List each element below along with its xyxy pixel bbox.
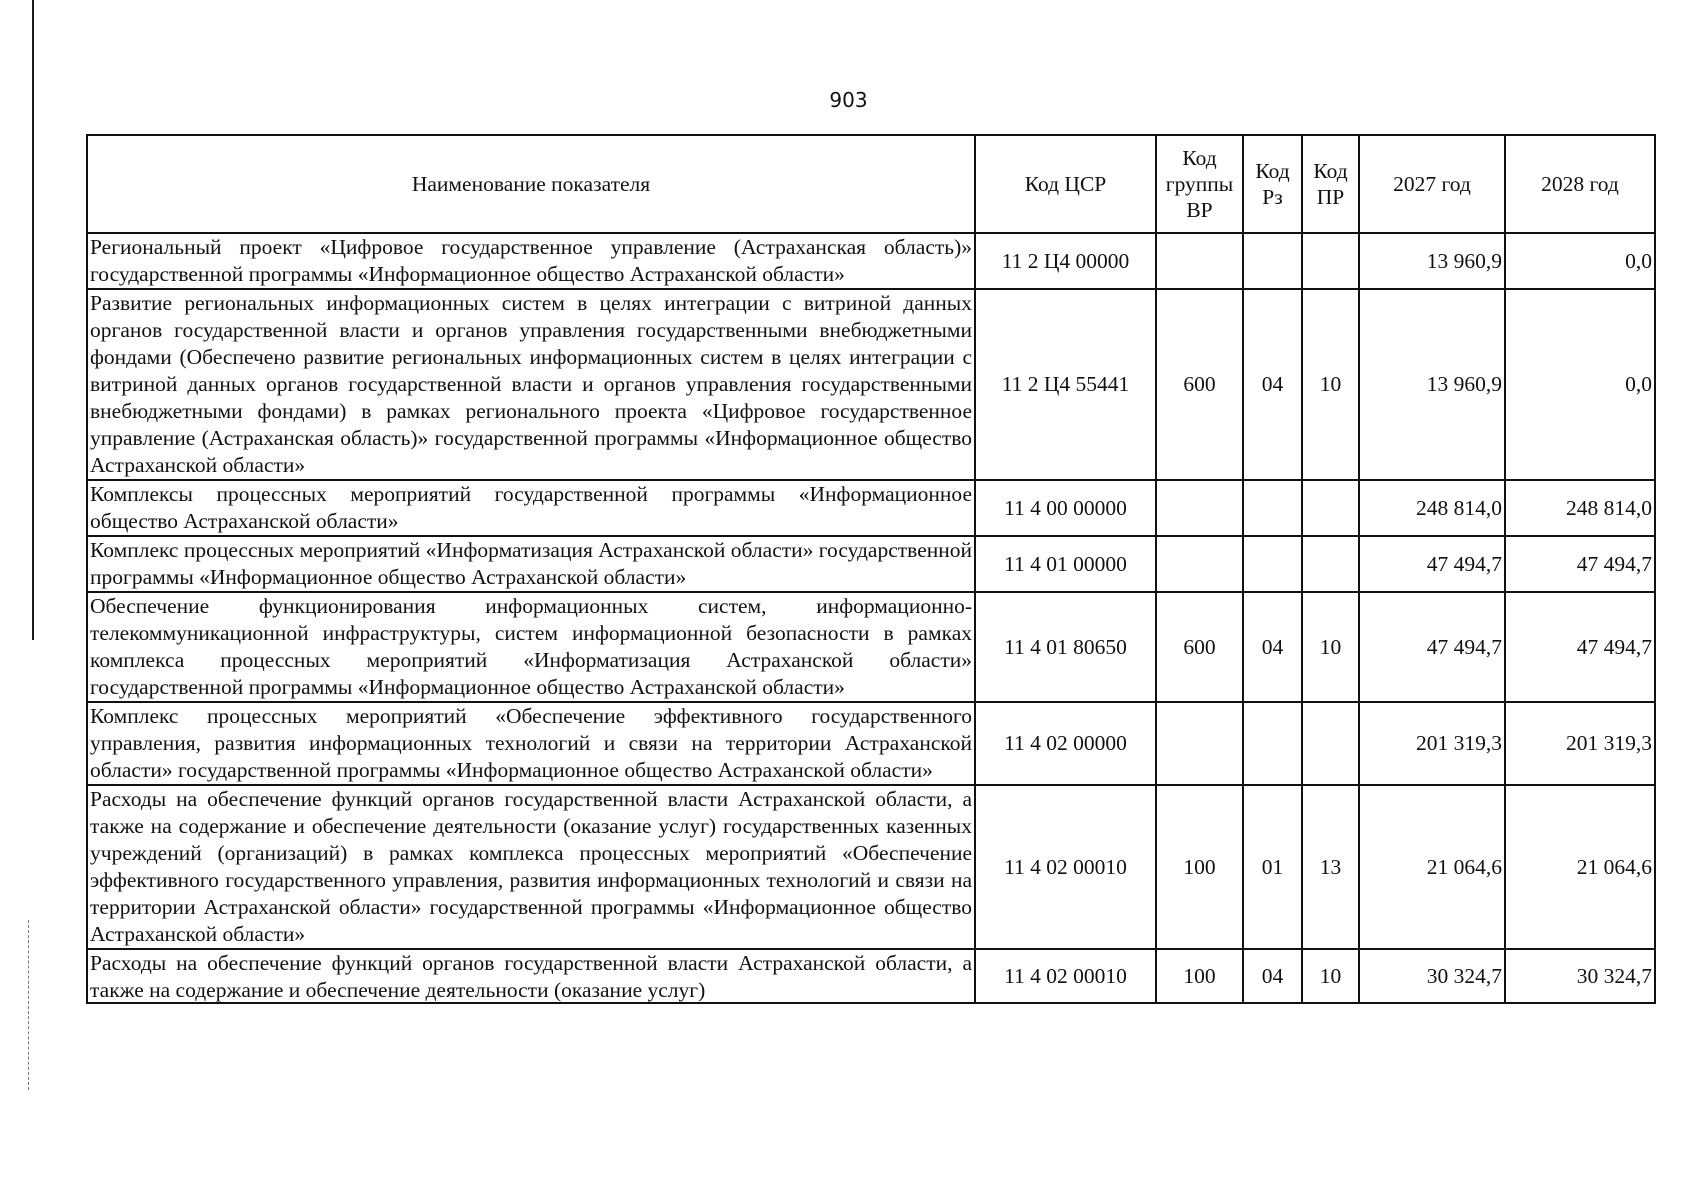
row-2028: 0,0 [1505, 233, 1655, 289]
row-pr [1302, 702, 1359, 785]
row-rz [1243, 233, 1302, 289]
row-pr: 10 [1302, 949, 1359, 1003]
row-2027: 47 494,7 [1359, 592, 1505, 702]
row-2027: 47 494,7 [1359, 536, 1505, 592]
header-2028: 2028 год [1505, 135, 1655, 233]
header-csr: Код ЦСР [975, 135, 1156, 233]
row-rz: 04 [1243, 592, 1302, 702]
row-2028: 0,0 [1505, 289, 1655, 480]
table-row [87, 949, 1655, 1003]
table-row [87, 289, 1655, 480]
row-vr: 100 [1156, 785, 1243, 949]
row-vr: 100 [1156, 949, 1243, 1003]
row-2027: 30 324,7 [1359, 949, 1505, 1003]
table-row [87, 480, 1655, 536]
header-2027: 2027 год [1359, 135, 1505, 233]
row-csr: 11 4 02 00000 [975, 702, 1156, 785]
row-vr [1156, 536, 1243, 592]
row-vr: 600 [1156, 289, 1243, 480]
row-2027: 13 960,9 [1359, 233, 1505, 289]
row-pr [1302, 480, 1359, 536]
header-rz: Код Рз [1243, 135, 1302, 233]
row-csr: 11 2 Ц4 55441 [975, 289, 1156, 480]
row-name-cell [87, 949, 975, 1003]
row-rz [1243, 702, 1302, 785]
row-name: Обеспечение функционирования информационных систем, информационно-телекоммуникационной инфраструктуры, систем информационной безопасности в рамках комплекса процессных мероприятий «Информатизация Астраханской области» государственной программы «Информационное общество Астраханской области» [87, 592, 975, 702]
row-name: Расходы на обеспечение функций органов государственной власти Астраханской области, а также на содержание и обеспечение деятельности (оказание услуг) государственных казенных учреждений (организаций) в рамках комплекса процессных мероприятий «Обеспечение эффективного государственного управления, развития информационных технологий и связи на территории Астраханской области» государственной программы «Информационное общество Астраханской области» [87, 785, 975, 949]
row-name: Расходы на обеспечение функций органов государственной власти Астраханской области, а также на содержание и обеспечение деятельности (оказание услуг) [90, 951, 972, 1002]
page-margin-dash [28, 920, 30, 1090]
row-name: Комплекс процессных мероприятий «Информатизация Астраханской области» государственной программы «Информационное общество Астраханской области» [87, 536, 975, 592]
row-vr: 600 [1156, 592, 1243, 702]
row-rz: 04 [1243, 949, 1302, 1003]
row-2027: 13 960,9 [1359, 289, 1505, 480]
table-row [87, 233, 1655, 289]
row-2028: 47 494,7 [1505, 592, 1655, 702]
row-csr: 11 2 Ц4 00000 [975, 233, 1156, 289]
header-pr: Код ПР [1302, 135, 1359, 233]
row-vr [1156, 480, 1243, 536]
row-vr [1156, 702, 1243, 785]
row-2028: 21 064,6 [1505, 785, 1655, 949]
row-2027: 248 814,0 [1359, 480, 1505, 536]
header-vr: Код группы ВР [1156, 135, 1243, 233]
row-csr: 11 4 01 00000 [975, 536, 1156, 592]
row-name: Региональный проект «Цифровое государственное управление (Астраханская область)» государственной программы «Информационное общество Астраханской области» [87, 233, 975, 289]
row-name: Комплекс процессных мероприятий «Обеспечение эффективного государственного управления, развития информационных технологий и связи на территории Астраханской области» государственной программы «Информационное общество Астраханской области» [87, 702, 975, 785]
header-name: Наименование показателя [87, 135, 975, 233]
row-2028: 30 324,7 [1505, 949, 1655, 1003]
row-2027: 201 319,3 [1359, 702, 1505, 785]
row-rz [1243, 480, 1302, 536]
budget-table [86, 134, 1656, 1004]
row-csr: 11 4 01 80650 [975, 592, 1156, 702]
table-header-row [87, 135, 1655, 233]
row-2028: 201 319,3 [1505, 702, 1655, 785]
row-pr: 10 [1302, 592, 1359, 702]
row-2028: 47 494,7 [1505, 536, 1655, 592]
table-row [87, 536, 1655, 592]
table-row [87, 592, 1655, 702]
row-csr: 11 4 02 00010 [975, 785, 1156, 949]
row-vr [1156, 233, 1243, 289]
row-csr: 11 4 00 00000 [975, 480, 1156, 536]
row-rz: 04 [1243, 289, 1302, 480]
row-2028: 248 814,0 [1505, 480, 1655, 536]
row-pr [1302, 536, 1359, 592]
row-pr: 10 [1302, 289, 1359, 480]
row-rz: 01 [1243, 785, 1302, 949]
row-name: Комплексы процессных мероприятий государственной программы «Информационное общество Астраханской области» [87, 480, 975, 536]
row-2027: 21 064,6 [1359, 785, 1505, 949]
row-csr: 11 4 02 00010 [975, 949, 1156, 1003]
row-pr: 13 [1302, 785, 1359, 949]
table-row [87, 702, 1655, 785]
row-rz [1243, 536, 1302, 592]
table-row [87, 785, 1655, 949]
row-name: Развитие региональных информационных систем в целях интеграции с витриной данных органов государственной власти и органов управления государственными внебюджетными фондами (Обеспечено развитие региональных информационных систем в целях интеграции с витриной данных органов государственной власти и органов управления государственными внебюджетными фондами) в рамках регионального проекта «Цифровое государственное управление (Астраханская область)» государственной программы «Информационное общество Астраханской области» [87, 289, 975, 480]
row-pr [1302, 233, 1359, 289]
page-number: 903 [829, 88, 868, 112]
